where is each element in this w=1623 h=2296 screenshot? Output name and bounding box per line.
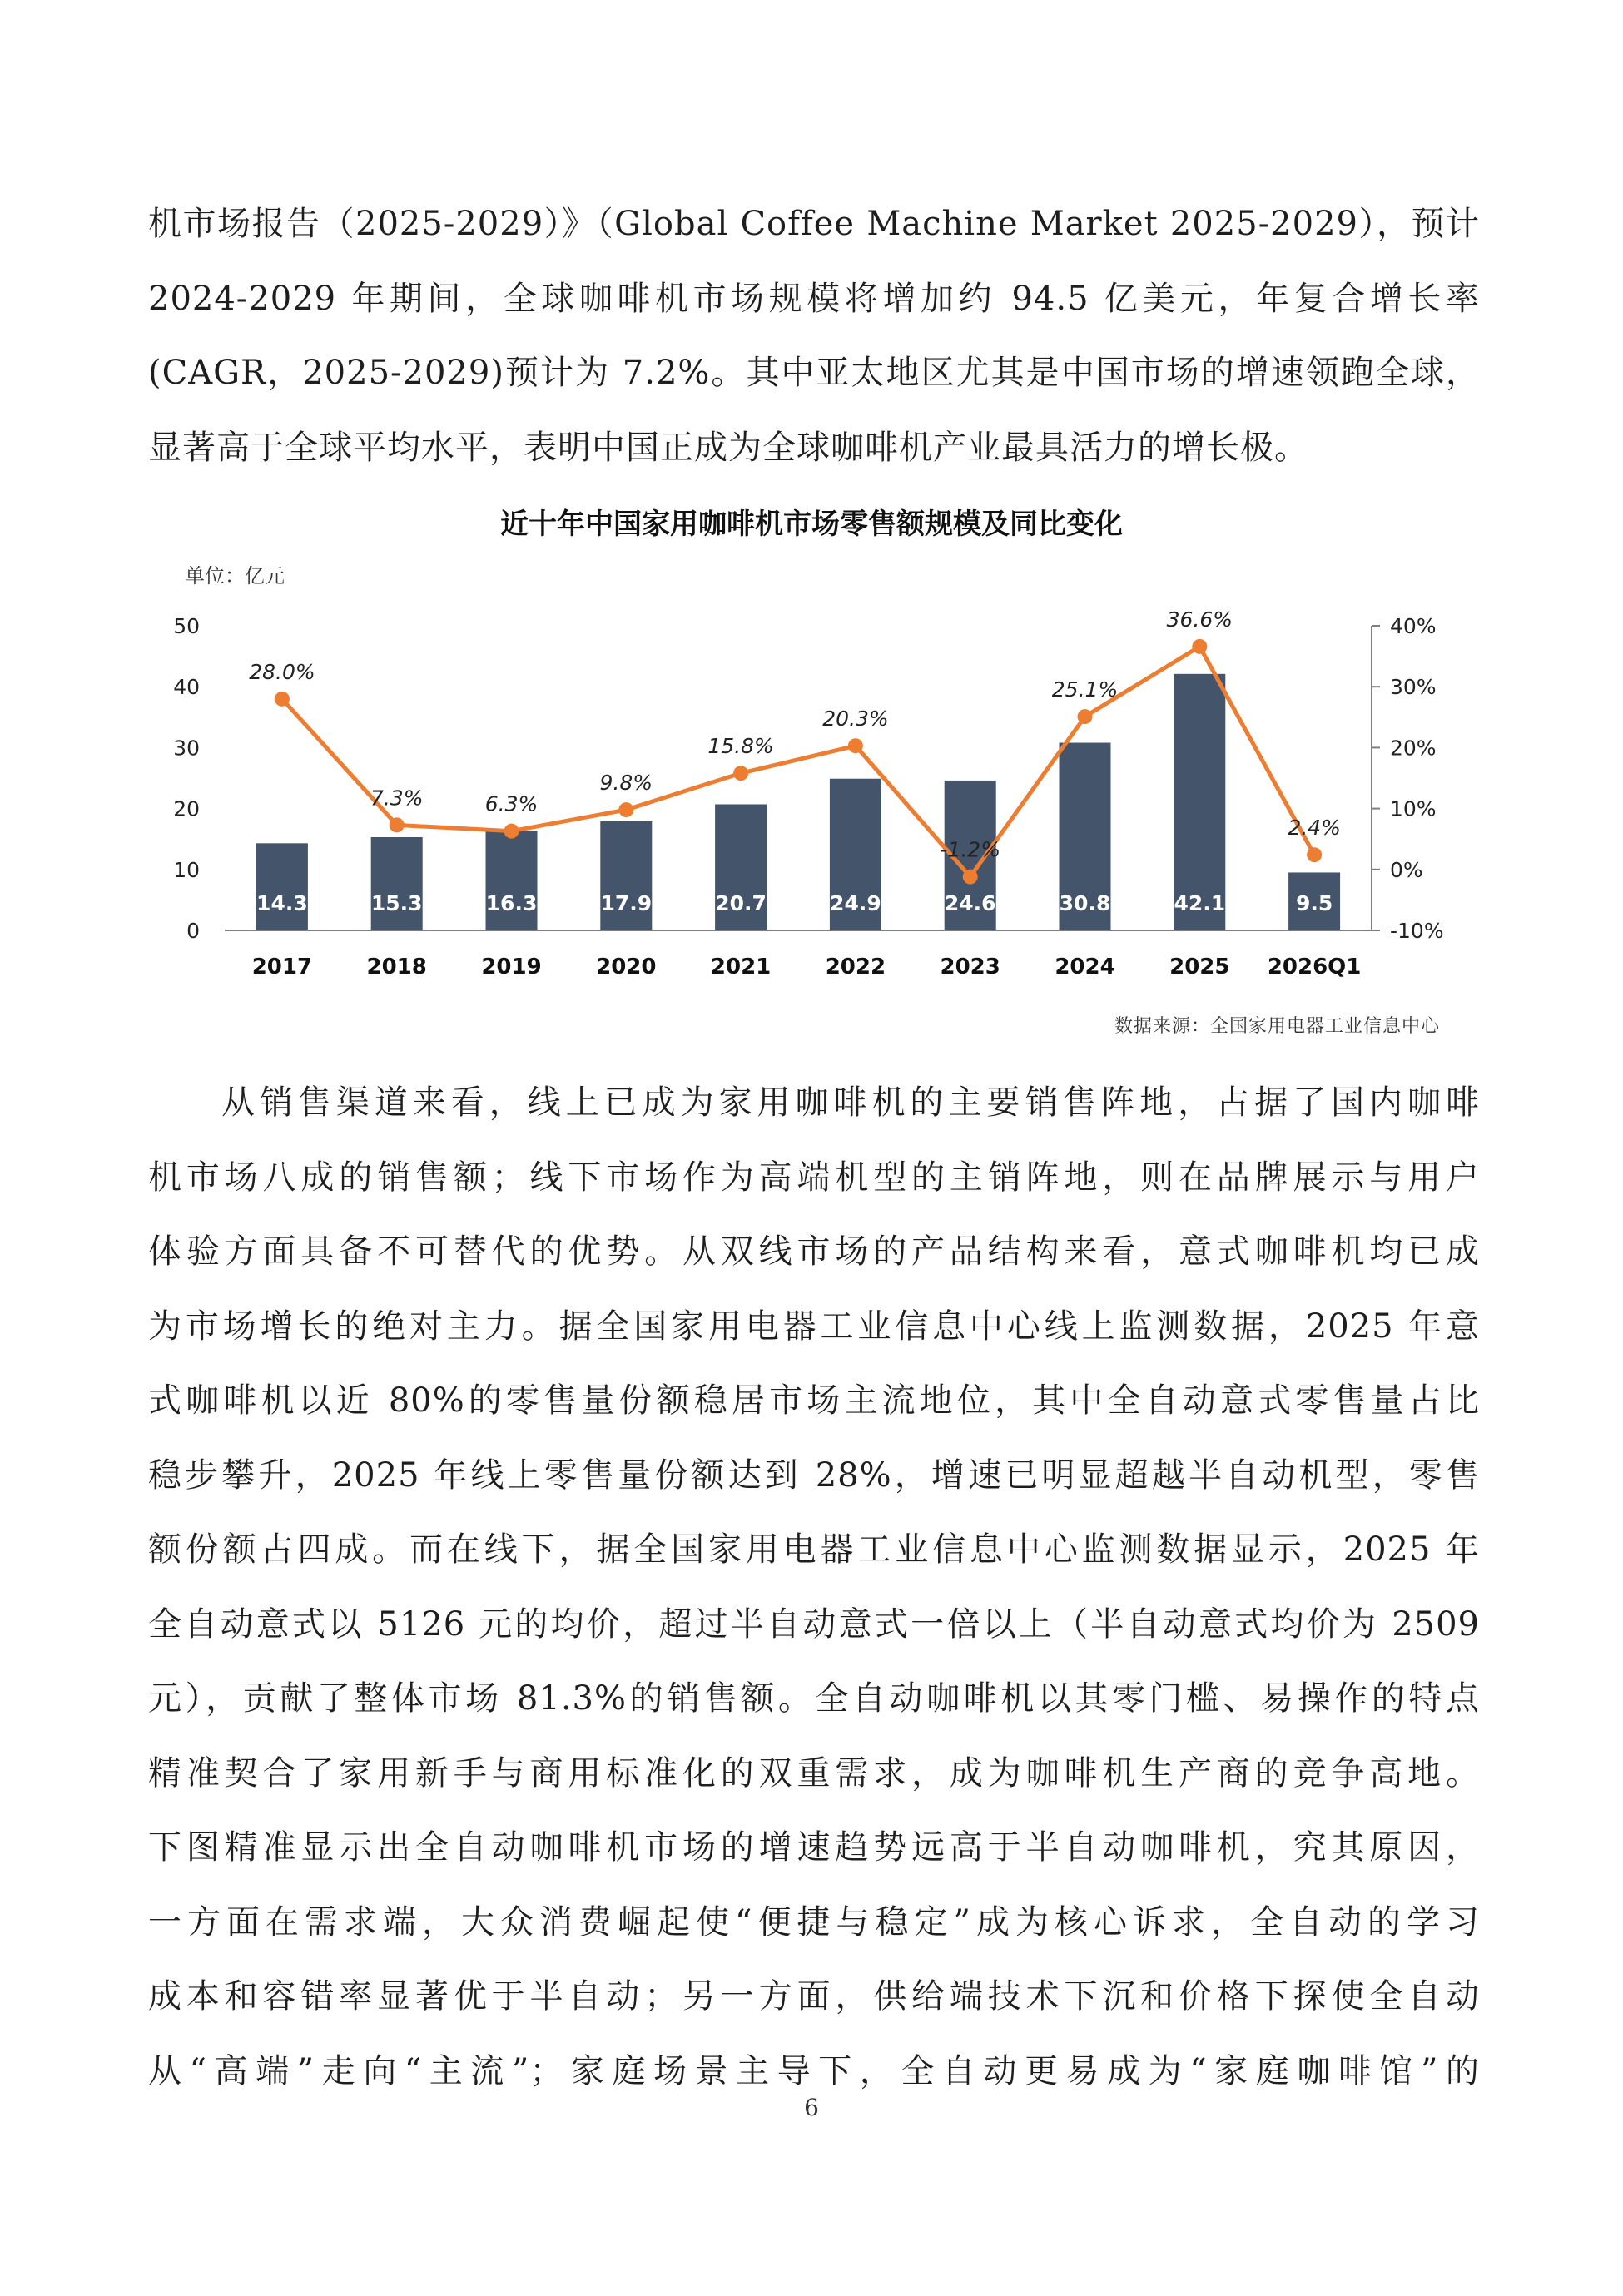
- x-tick-label: 2018: [366, 955, 427, 979]
- bar-value-label: 24.6: [944, 891, 996, 915]
- body-line-8: 全自动意式以 5126 元的均价，超过半自动意式一倍以上（半自动意式均价为 2509: [148, 1604, 1480, 1644]
- bar-value-label: 14.3: [256, 891, 308, 915]
- chart-unit-label: 单位：亿元: [185, 564, 285, 588]
- intro-line-3: (CAGR，2025-2029)预计为 7.2%。其中亚太地区尤其是中国市场的增速领跑全球，: [148, 354, 1480, 392]
- bar-value-label: 16.3: [485, 891, 538, 915]
- body-line-13: 成本和容错率显著优于半自动；另一方面，供给端技术下沉和价格下探使全自动: [148, 1977, 1480, 2016]
- x-tick-label: 2026Q1: [1267, 955, 1362, 979]
- right-tick-label: 40%: [1390, 614, 1437, 638]
- chart-source: 数据来源：全国家用电器工业信息中心: [1114, 1016, 1440, 1037]
- bar-value-label: 17.9: [600, 891, 653, 915]
- yoy-value-label: 7.3%: [370, 786, 424, 811]
- yoy-point-2017: [275, 692, 290, 707]
- x-tick-label: 2020: [596, 955, 657, 979]
- yoy-value-label: -1.2%: [940, 837, 1000, 862]
- bar-value-label: 20.7: [715, 891, 767, 915]
- left-tick-label: 10: [173, 857, 200, 882]
- yoy-point-2021: [733, 766, 748, 781]
- x-tick-label: 2025: [1169, 955, 1230, 979]
- yoy-value-label: 20.3%: [822, 707, 889, 731]
- intro-line-4: 显著高于全球平均水平，表明中国正成为全球咖啡机产业最具活力的增长极。: [148, 428, 1308, 467]
- left-tick-label: 50: [173, 614, 200, 638]
- yoy-point-2025: [1192, 639, 1207, 654]
- right-tick-label: 10%: [1390, 796, 1437, 821]
- left-tick-label: 30: [173, 736, 200, 761]
- yoy-point-2026Q1: [1307, 847, 1322, 862]
- intro-line-2: 2024-2029 年期间，全球咖啡机市场规模将增加约 94.5 亿美元，年复合增长率: [148, 279, 1480, 318]
- yoy-growth-line: [282, 647, 1314, 877]
- yoy-value-label: 15.8%: [707, 734, 774, 759]
- bar-value-label: 9.5: [1295, 891, 1333, 915]
- retail-sales-chart: [0, 583, 1623, 982]
- body-line-7: 额份额占四成。而在线下，据全国家用电器工业信息中心监测数据显示，2025 年: [148, 1530, 1480, 1569]
- chart-title: 近十年中国家用咖啡机市场零售额规模及同比变化: [500, 508, 1123, 541]
- bar-2018: [371, 837, 423, 930]
- yoy-point-2020: [618, 802, 633, 817]
- body-line-5: 式咖啡机以近 80%的零售量份额稳居市场主流地位，其中全自动意式零售量占比: [148, 1381, 1480, 1420]
- body-line-11: 下图精准显示出全自动咖啡机市场的增速趋势远高于半自动咖啡机，究其原因，: [148, 1828, 1480, 1867]
- x-tick-label: 2022: [825, 955, 886, 979]
- right-tick-label: 0%: [1390, 857, 1423, 882]
- x-tick-label: 2023: [940, 955, 1000, 979]
- yoy-value-label: 6.3%: [484, 791, 539, 816]
- intro-line-1: 机市场报告（2025-2029）》（Global Coffee Machine Market 2025-2029），预计: [148, 205, 1480, 243]
- yoy-value-label: 9.8%: [599, 771, 653, 796]
- yoy-value-label: 2.4%: [1288, 816, 1341, 841]
- body-paragraph: [148, 1066, 1480, 2109]
- right-tick-label: -10%: [1390, 919, 1444, 943]
- bar-2019: [486, 831, 538, 930]
- page-number: 6: [804, 2094, 819, 2121]
- bar-value-label: 42.1: [1174, 891, 1226, 915]
- yoy-point-2024: [1078, 709, 1093, 724]
- body-line-12: 一方面在需求端，大众消费崛起使“便捷与稳定”成为核心诉求，全自动的学习: [148, 1902, 1480, 1941]
- body-line-2: 机市场八成的销售额；线下市场作为高端机型的主销阵地，则在品牌展示与用户: [148, 1158, 1480, 1197]
- yoy-point-2019: [504, 824, 519, 839]
- body-line-6: 稳步攀升，2025 年线上零售量份额达到 28%，增速已明显超越半自动机型，零售: [148, 1455, 1480, 1495]
- bar-value-label: 15.3: [370, 891, 423, 915]
- body-line-10: 精准契合了家用新手与商用标准化的双重需求，成为咖啡机生产商的竞争高地。: [148, 1753, 1480, 1793]
- left-tick-label: 40: [173, 675, 200, 700]
- left-tick-label: 20: [173, 796, 200, 821]
- intro-paragraph: [148, 187, 1480, 485]
- bar-value-label: 24.9: [830, 891, 881, 915]
- yoy-point-2018: [390, 817, 405, 832]
- x-tick-label: 2017: [251, 955, 313, 979]
- yoy-value-label: 25.1%: [1051, 677, 1119, 702]
- body-line-4: 为市场增长的绝对主力。据全国家用电器工业信息中心线上监测数据，2025 年意: [148, 1307, 1480, 1346]
- yoy-point-2023: [963, 870, 978, 885]
- right-tick-label: 20%: [1390, 736, 1437, 761]
- x-tick-label: 2024: [1055, 955, 1115, 979]
- body-line-9: 元），贡献了整体市场 81.3%的销售额。全自动咖啡机以其零门槛、易操作的特点: [148, 1679, 1480, 1718]
- body-line-3: 体验方面具备不可替代的优势。从双线市场的产品结构来看，意式咖啡机均已成: [148, 1232, 1480, 1271]
- bar-value-label: 30.8: [1059, 891, 1111, 915]
- body-line-1: 从销售渠道来看，线上已成为家用咖啡机的主要销售阵地，占据了国内咖啡: [221, 1084, 1480, 1122]
- bar-2017: [256, 843, 308, 930]
- body-line-14: 从“高端”走向“主流”；家庭场景主导下，全自动更易成为“家庭咖啡馆”的: [148, 2051, 1480, 2090]
- yoy-value-label: 36.6%: [1166, 607, 1233, 632]
- yoy-point-2022: [848, 738, 863, 753]
- yoy-value-label: 28.0%: [249, 659, 315, 684]
- x-tick-label: 2021: [710, 955, 772, 979]
- left-tick-label: 0: [186, 919, 200, 943]
- right-tick-label: 30%: [1390, 675, 1437, 700]
- x-tick-label: 2019: [481, 955, 542, 979]
